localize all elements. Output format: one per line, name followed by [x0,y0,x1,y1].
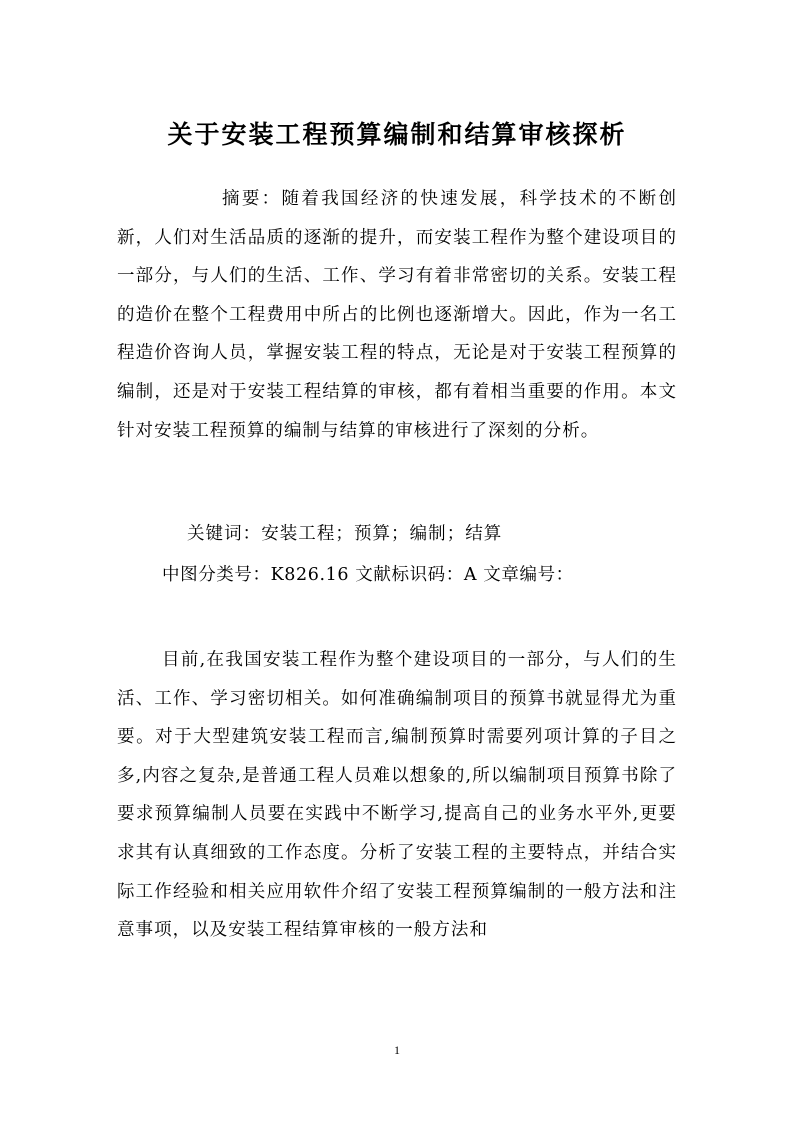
keywords-line: 关键词：安装工程；预算；编制；结算 [187,524,503,544]
body-paragraph: 目前,在我国安装工程作为整个建设项目的一部分，与人们的生活、工作、学习密切相关。如何准确编制项目的预算书就显得尤为重要。对于大型建筑安装工程而言,编制预算时需要列项计算的子目之多,内容之复杂,是普通工程人员难以想象的,所以编制项目预算书除了要求预算编制人员要在实践中不断学习,提高自己的业务水平外,更要求其有认真细致的工作态度。分析了安装工程的主要特点，并结合实际工作经验和相关应用软件介绍了安装工程预算编制的一般方法和注意事项，以及安装工程结算审核的一般方法和 [117,650,677,941]
abstract-paragraph: 摘要：随着我国经济的快速发展，科学技术的不断创新，人们对生活品质的逐渐的提升，而安装工程作为整个建设项目的一部分，与人们的生活、工作、学习有着非常密切的关系。安装工程的造价在整个工程费用中所占的比例也逐渐增大。因此，作为一名工程造价咨询人员，掌握安装工程的特点，无论是对于安装工程预算的编制，还是对于安装工程结算的审核，都有着相当重要的作用。本文针对安装工程预算的编制与结算的审核进行了深刻的分析。 [117,189,677,441]
classification-line: 中图分类号：K826.16 文献标识码：A 文章编号： [162,565,574,585]
page-number: 1 [394,1043,400,1057]
document-title: 关于安装工程预算编制和结算审核探析 [167,119,627,149]
